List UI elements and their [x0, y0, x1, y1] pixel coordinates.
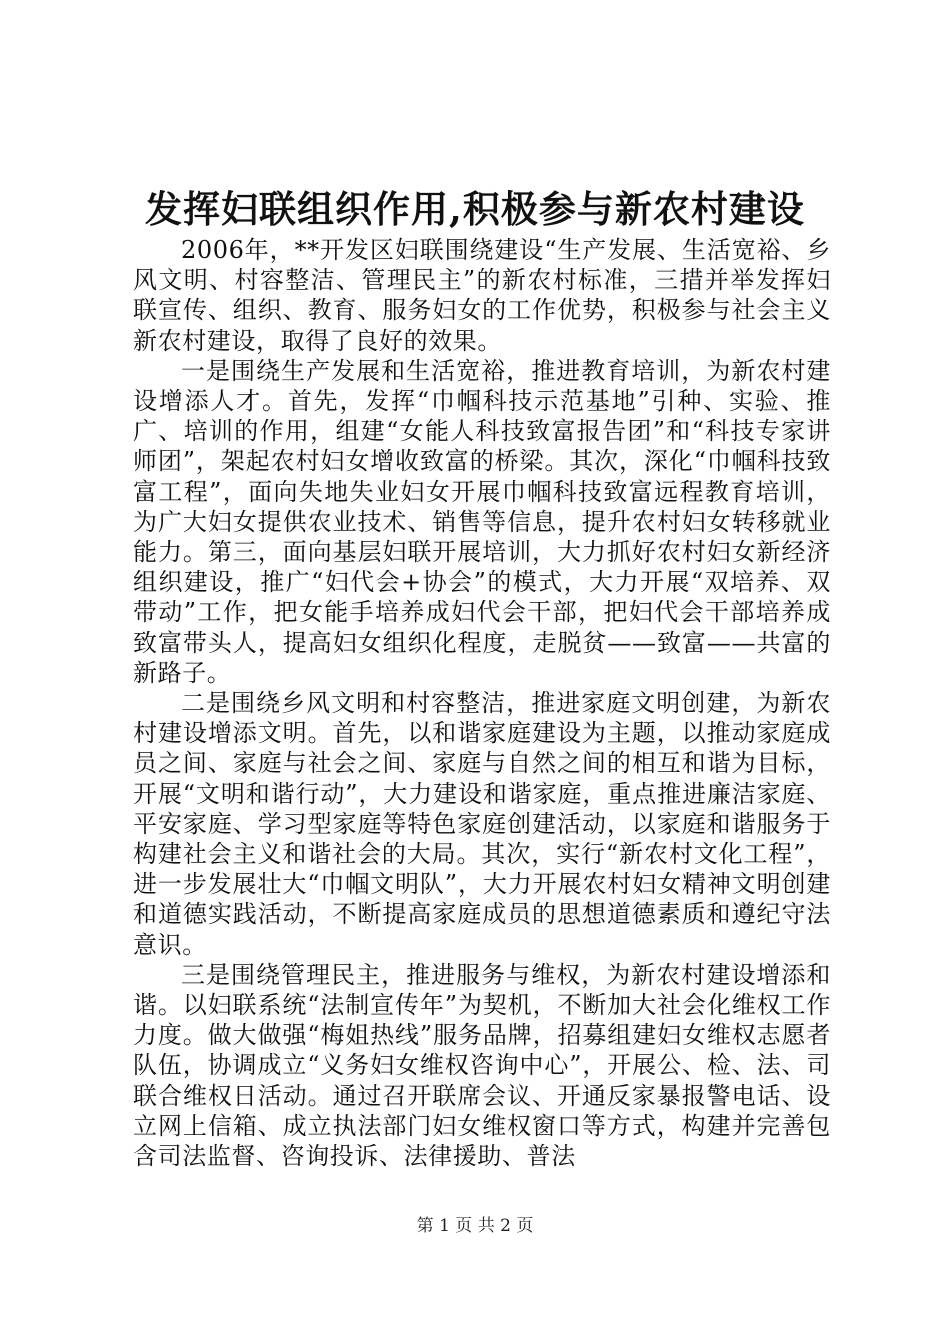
document-title: 发挥妇联组织作用,积极参与新农村建设: [145, 187, 805, 231]
paragraph-education-training: 一是围绕生产发展和生活宽裕，推进教育培训，为新农村建设增添人才。首先，发挥“巾帼科技示范基地”引种、实验、推广、培训的作用，组建“女能人科技致富报告团”和“科技专家讲师团”，架起农村妇女增收致富的桥梁。其次，深化“巾帼科技致富工程”，面向失地失业妇女开展巾帼科技致富远程教育培训，为广大妇女提供农业技术、销售等信息，提升农村妇女转移就业能力。第三，面向基层妇联开展培训，大力抓好农村妇女新经济组织建设，推广“妇代会+协会”的模式，大力开展“双培养、双带动”工作，把女能手培养成妇代会干部，把妇代会干部培养成致富带头人，提高妇女组织化程度，走脱贫——致富——共富的新路子。: [133, 356, 831, 687]
page-footer: 第 1 页 共 2 页: [416, 1216, 534, 1236]
paragraph-family-civilization: 二是围绕乡风文明和村容整洁，推进家庭文明创建，为新农村建设增添文明。首先，以和谐家庭建设为主题，以推动家庭成员之间、家庭与社会之间、家庭与自然之间的相互和谐为目标，开展“文明和谐行动”，大力建设和谐家庭，重点推进廉洁家庭、平安家庭、学习型家庭等特色家庭创建活动，以家庭和谐服务于构建社会主义和谐社会的大局。其次，实行“新农村文化工程”，进一步发展壮大“巾帼文明队”，大力开展农村妇女精神文明创建和道德实践活动，不断提高家庭成员的思想道德素质和遵纪守法意识。: [133, 689, 831, 959]
paragraph-intro: 2006年，**开发区妇联围绕建设“生产发展、生活宽裕、乡风文明、村容整洁、管理民主”的新农村标准，三措并举发挥妇联宣传、组织、教育、服务妇女的工作优势，积极参与社会主义新农村建设，取得了良好的效果。: [133, 236, 831, 355]
paragraph-service-rights: 三是围绕管理民主，推进服务与维权，为新农村建设增添和谐。以妇联系统“法制宣传年”为契机，不断加大社会化维权工作力度。做大做强“梅姐热线”服务品牌，招募组建妇女维权志愿者队伍，协调成立“义务妇女维权咨询中心”，开展公、检、法、司联合维权日活动。通过召开联席会议、开通反家暴报警电话、设立网上信箱、成立执法部门妇女维权窗口等方式，构建并完善包含司法监督、咨询投诉、法律援助、普法: [133, 960, 831, 1171]
document-body: [133, 235, 831, 1171]
